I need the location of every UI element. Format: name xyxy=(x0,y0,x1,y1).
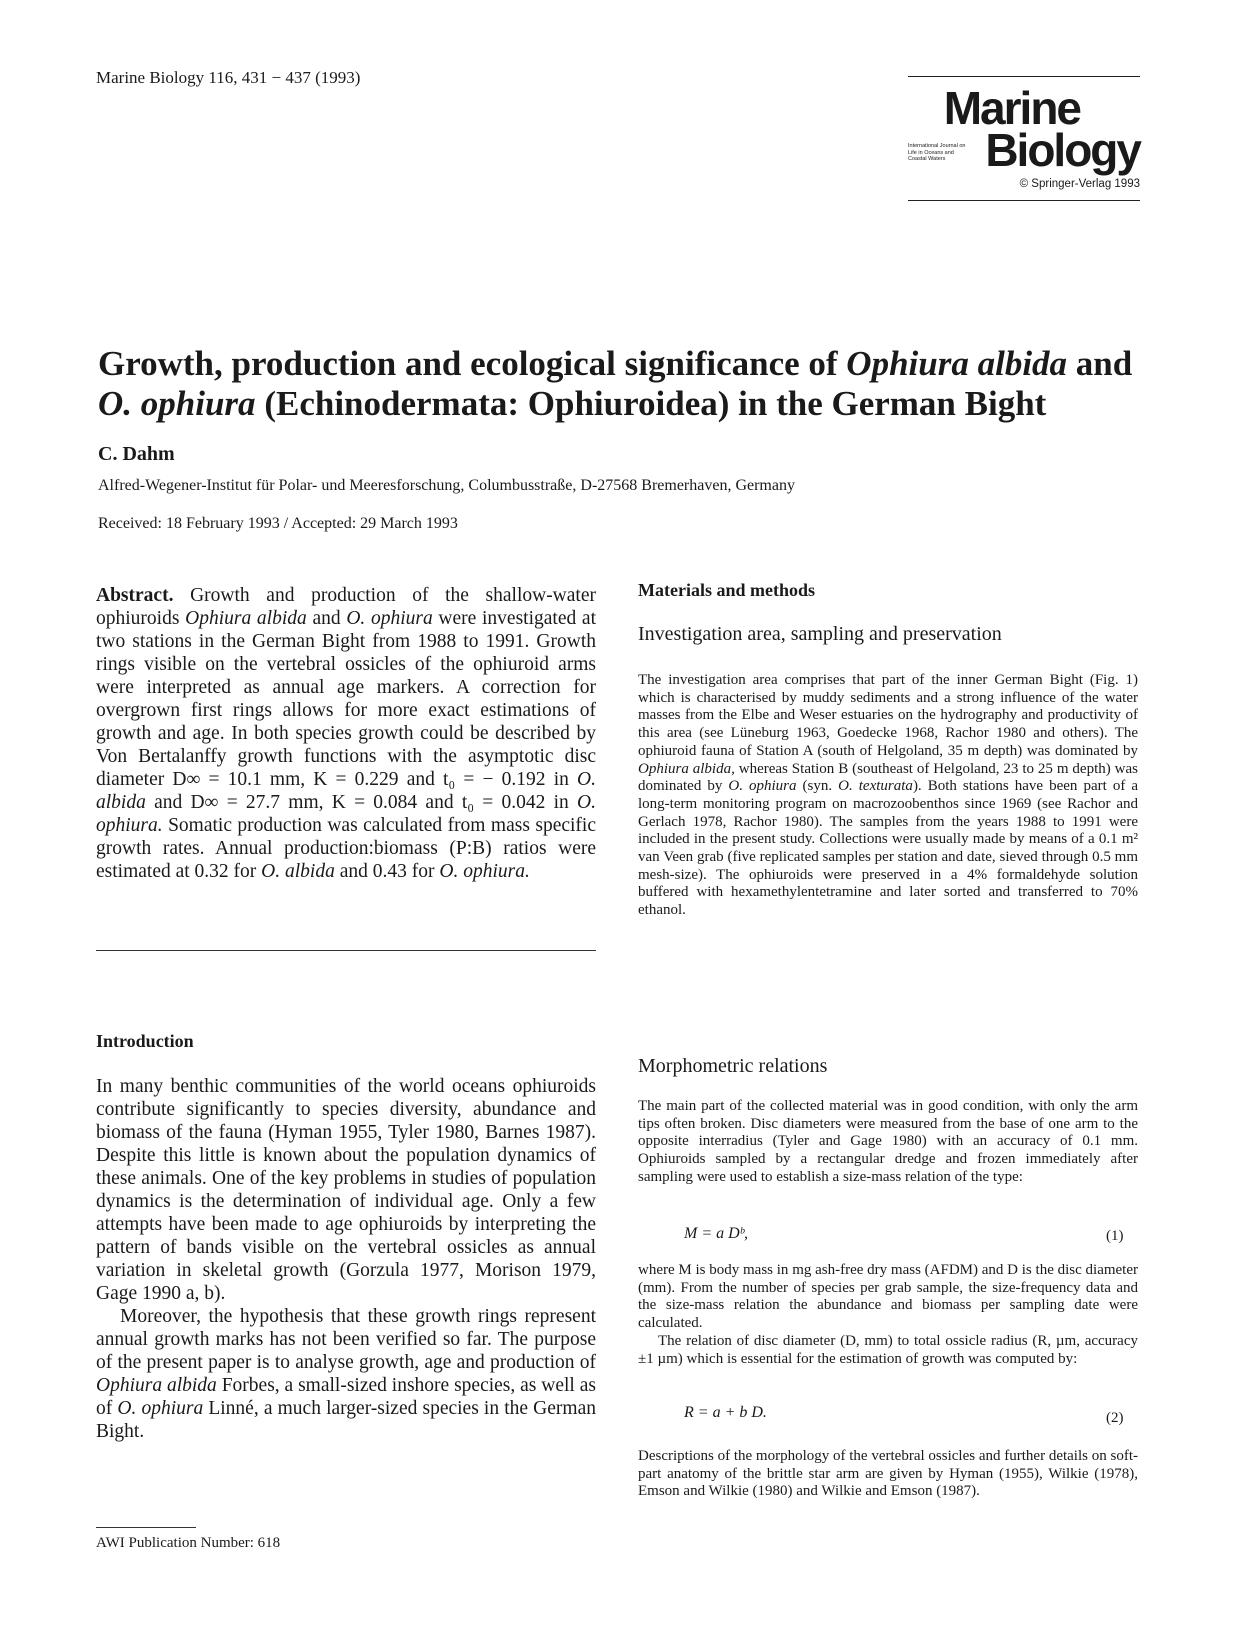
footnote-rule xyxy=(96,1527,196,1528)
footnote: AWI Publication Number: 618 xyxy=(96,1535,281,1551)
introduction-paragraph-2: Moreover, the hypothesis that these growth rings represent annual growth marks has not been verified so far. The purpose of the present paper is to analyse growth, age and production of Ophiura albida Forbes, a small-sized inshore species, as well as of O. ophiura Linné, a much larger-sized species in the German Bight. xyxy=(96,1306,596,1442)
received-dates: Received: 18 February 1993 / Accepted: 29 March 1993 xyxy=(98,515,458,532)
logo-tagline: International Journal on Life in Oceans and Coastal Waters xyxy=(908,143,966,162)
introduction-paragraph-1: In many benthic communities of the world oceans ophiuroids contribute significantly to species diversity, abundance and biomass of the fauna (Hyman 1955, Tyler 1980, Barnes 1987). Despite this little is known about the population dynamics of these animals. One of the key problems in studies of population dynamics is the determination of individual age. Only a few attempts have been made to age ophiuroids by interpreting the pattern of bands visible on the vertebral ossicles as annual variation in skeletal growth (Gorzula 1977, Morison 1979, Gage 1990 a, b). xyxy=(96,1076,596,1304)
subheading-morphometric-relations: Morphometric relations xyxy=(638,1055,828,1077)
equation-2-number: (2) xyxy=(1106,1410,1124,1426)
author-name: C. Dahm xyxy=(98,443,175,465)
morphometric-paragraph-2b: The relation of disc diameter (D, mm) to total ossicle radius (R, µm, accuracy ±1 µm) which is essential for the estimation of growth was computed by: xyxy=(638,1332,1138,1367)
morphometric-paragraph-2a: where M is body mass in mg ash-free dry mass (AFDM) and D is the disc diameter (mm). From the number of species per grab sample, the size-frequency data and the size-mass relation the abundance and biomass per sampling date were calculated. xyxy=(638,1262,1138,1332)
equation-1-number: (1) xyxy=(1106,1228,1124,1244)
equation-1: M = a Dᵇ, xyxy=(684,1225,748,1242)
investigation-area-paragraph: The investigation area comprises that part of the inner German Bight (Fig. 1) which is characterised by muddy sediments and a strong influence of the water masses from the Elbe and Weser estuaries on the hydrography and productivity of this area (see Lüneburg 1963, Goedecke 1968, Rachor 1980 and others). The ophiuroid fauna of Station A (south of Helgoland, 35 m depth) was dominated by Ophiura albida, whereas Station B (southeast of Helgoland, 23 to 25 m depth) was dominated by O. ophiura (syn. O. texturata). Both stations have been part of a long-term monitoring program on macrozoobenthos since 1969 (see Rachor and Gerlach 1978, Rachor 1980). The samples from the years 1988 to 1991 were included in the present study. Collections were usually made by means of a 0.1 m² van Veen grab (five replicated samples per station and date, sieved through 0.5 mm mesh-size). The ophiuroids were preserved in a 4% formaldehyde solution buffered with hexamethylentetramine and later sorted and transferred to 70% ethanol. xyxy=(638,672,1138,919)
subheading-investigation-area: Investigation area, sampling and preservation xyxy=(638,623,1002,645)
introduction-heading: Introduction xyxy=(96,1031,194,1051)
morphometric-paragraph-3: Descriptions of the morphology of the vertebral ossicles and further details on soft-part anatomy of the brittle star arm are given by Hyman (1955), Wilkie (1978), Emson and Wilkie (1980) and Wilkie and Emson (1987). xyxy=(638,1448,1138,1500)
author-affiliation: Alfred-Wegener-Institut für Polar- und Meeresforschung, Columbusstraße, D-27568 Bremerhaven, Germany xyxy=(98,477,795,494)
methods-heading: Materials and methods xyxy=(638,580,815,600)
morphometric-paragraph-1: The main part of the collected material was in good condition, with only the arm tips often broken. Disc diameters were measured from the base of one arm to the opposite interradius (Tyler and Gage 1980) with an accuracy of 0.1 mm. Ophiuroids sampled by a rectangular dredge and frozen immediately after sampling were used to establish a size-mass relation of the type: xyxy=(638,1098,1138,1185)
logo-word-biology: Biology xyxy=(985,124,1140,176)
logo-word-marine: Marine xyxy=(943,82,1080,134)
journal-logo xyxy=(908,76,1140,201)
abstract: Abstract. Growth and production of the shallow-water ophiuroids Ophiura albida and O. ophiura were investigated at two stations in the German Bight from 1988 to 1991. Growth rings visible on the vertebral ossicles of the ophiuroid arms were interpreted as annual age markers. A correction for overgrown first rings allows for more exact estimations of growth and age. In both species growth could be described by Von Bertalanffy growth functions with the asymptotic disc diameter D∞ = 10.1 mm, K = 0.229 and t₀ = − 0.192 in O. albida and D∞ = 27.7 mm, K = 0.084 and t₀ = 0.042 in O. ophiura. Somatic production was calculated from mass specific growth rates. Annual production:biomass (P:B) ratios were estimated at 0.32 for O. albida and 0.43 for O. ophiura. xyxy=(96,585,597,882)
abstract-divider xyxy=(96,950,596,951)
copyright-notice: © Springer-Verlag 1993 xyxy=(1019,178,1140,190)
article-title: Growth, production and ecological significance of Ophiura albida and O. ophiura (Echinodermata: Ophiuroidea) in the German Bight xyxy=(98,344,1133,423)
journal-reference: Marine Biology 116, 431 − 437 (1993) xyxy=(96,68,361,87)
equation-2: R = a + b D. xyxy=(684,1404,767,1421)
introduction-body xyxy=(96,1075,596,1443)
morphometric-paragraph-2 xyxy=(638,1262,1138,1368)
logo-bottom-rule xyxy=(908,200,1140,201)
